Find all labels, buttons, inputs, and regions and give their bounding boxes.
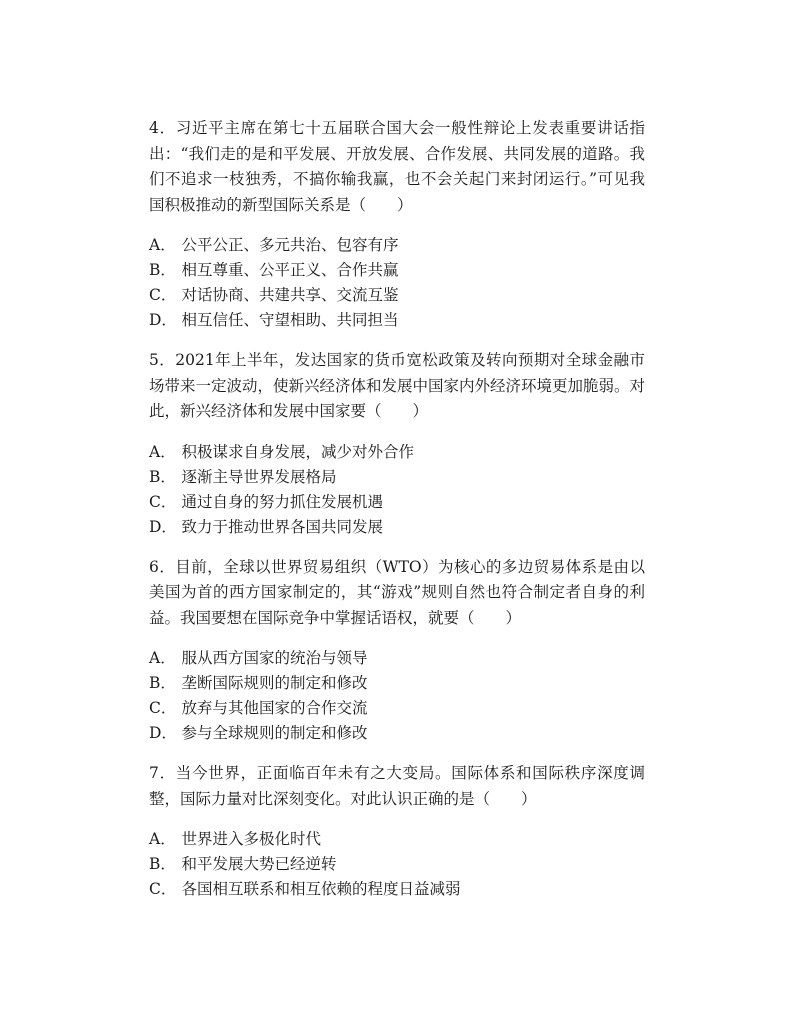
question-stem: 5．2021年上半年，发达国家的货币宽松政策及转向预期对全球金融市场带来一定波动，使新兴经济体和发展中国家内外经济环境更加脆弱。对此，新兴经济体和发展中国家要（ ）: [149, 351, 646, 420]
option-text: 逐渐主导世界发展格局: [181, 467, 337, 486]
option-b: [149, 671, 645, 696]
option-a: [149, 440, 645, 465]
option-a: [149, 233, 645, 258]
option-text: 放弃与其他国家的合作交流: [181, 699, 368, 717]
option-b: [149, 852, 645, 877]
option-c: [149, 877, 645, 902]
option-list: [149, 646, 645, 746]
option-letter: A．: [149, 649, 176, 667]
option-letter: B．: [149, 261, 176, 279]
option-letter: A．: [149, 236, 176, 254]
option-list: [149, 440, 645, 540]
option-text: 和平发展大势已经逆转: [181, 855, 337, 873]
option-text: 通过自身的努力抓住发展机遇: [181, 492, 384, 511]
option-text: 垄断国际规则的制定和修改: [181, 674, 368, 692]
exam-page: [149, 116, 645, 917]
option-letter: C．: [149, 286, 177, 304]
option-letter: D．: [149, 311, 177, 329]
option-letter: C．: [149, 880, 177, 898]
option-text: 服从西方国家的统治与领导: [181, 649, 368, 667]
option-text: 公平公正、多元共治、包容有序: [181, 236, 399, 254]
option-letter: A．: [149, 830, 176, 848]
option-c: [149, 490, 645, 515]
option-a: [149, 646, 645, 671]
option-d: [149, 308, 645, 333]
option-letter: D．: [149, 724, 177, 742]
option-text: 相互尊重、公平正义、合作共赢: [181, 261, 399, 279]
option-letter: A．: [149, 442, 176, 461]
option-list: [149, 233, 645, 333]
option-d: [149, 721, 645, 746]
option-text: 参与全球规则的制定和修改: [181, 724, 368, 742]
option-text: 相互信任、守望相助、共同担当: [181, 311, 399, 329]
option-text: 各国相互联系和相互依赖的程度日益减弱: [181, 880, 461, 898]
option-text: 致力于推动世界各国共同发展: [181, 517, 384, 536]
option-letter: B．: [149, 467, 176, 486]
question-5: [149, 348, 645, 540]
question-stem: 4．习近平主席在第七十五届联合国大会一般性辩论上发表重要讲话指出：“我们走的是和平发展、开放发展、合作发展、共同发展的道路。我们不追求一枝独秀，不搞你输我赢，也不会关起门来封闭运行。”可见我国积极推动的新型国际关系是（ ）: [149, 119, 645, 214]
option-list: [149, 827, 645, 902]
option-a: [149, 827, 645, 852]
question-4: [149, 116, 645, 333]
option-letter: B．: [149, 674, 176, 692]
option-d: [149, 515, 645, 540]
option-c: [149, 283, 645, 308]
question-7: [149, 761, 645, 902]
option-letter: C．: [149, 492, 177, 511]
option-text: 积极谋求自身发展，减少对外合作: [181, 442, 415, 461]
question-stem: 6．目前，全球以世界贸易组织（WTO）为核心的多边贸易体系是由以美国为首的西方国家制定的，其“游戏”规则自然也符合制定者自身的利益。我国要想在国际竞争中掌握话语权，就要（ ）: [149, 557, 645, 627]
option-letter: D．: [149, 517, 177, 536]
question-6: [149, 555, 645, 747]
option-text: 对话协商、共建共享、交流互鉴: [181, 286, 399, 304]
option-text: 世界进入多极化时代: [181, 830, 322, 848]
question-stem: 7．当今世界，正面临百年未有之大变局。国际体系和国际秩序深度调整，国际力量对比深刻变化。对此认识正确的是（ ）: [149, 764, 645, 808]
option-b: [149, 258, 645, 283]
option-c: [149, 696, 645, 721]
option-letter: B．: [149, 855, 176, 873]
option-b: [149, 465, 645, 490]
option-letter: C．: [149, 699, 177, 717]
